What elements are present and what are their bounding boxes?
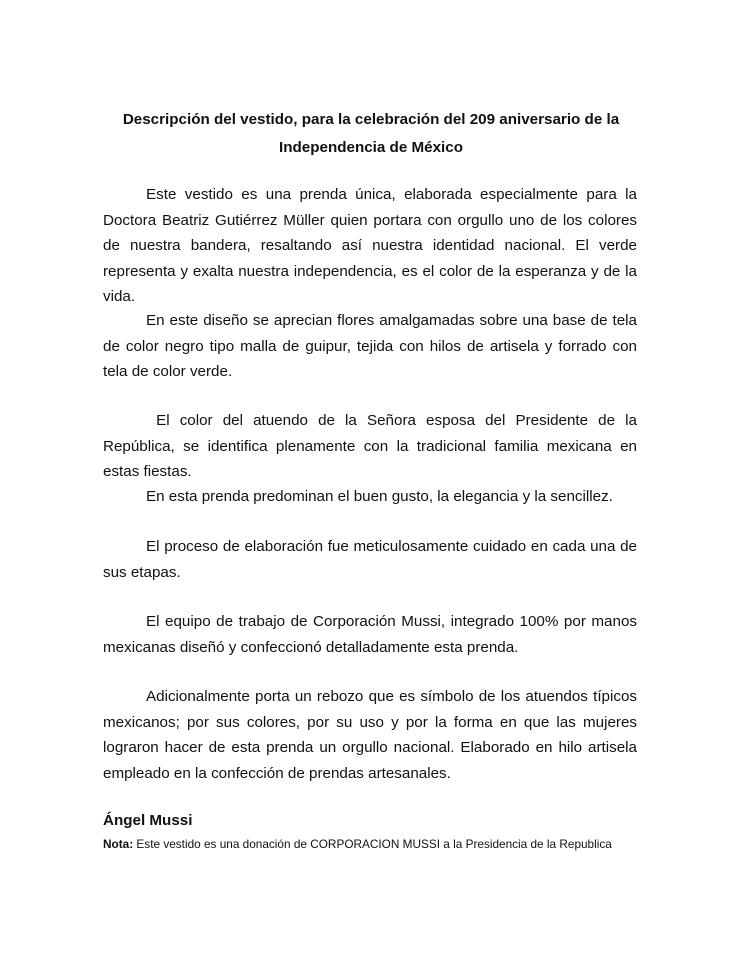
note-label: Nota: (103, 837, 134, 851)
paragraph-style (103, 484, 637, 510)
paragraph-text: Este vestido es una prenda única, elaborada especialmente para la Doctora Beatriz Gutiérrez Müller quien portara con orgullo uno de los colores de nuestra bandera, resaltando así nuestra identidad nacional. El verde representa y exalta nuestra independencia, es el color de la esperanza y de la vida. (103, 186, 637, 305)
paragraph-text: Adicionalmente porta un rebozo que es símbolo de los atuendos típicos mexicanos; por sus colores, por su uso y por la forma en que las mujeres lograron hacer de esta prenda un orgullo nacional. Elaborado en hilo artisela empleado en la confección de prendas artesanales. (103, 688, 637, 782)
paragraph-text: El color del atuendo de la Señora esposa del Presidente de la República, se identifica plenamente con la tradicional familia mexicana en estas fiestas. (103, 412, 637, 480)
paragraph-text: El equipo de trabajo de Corporación Mussi, integrado 100% por manos mexicanas diseñó y confeccionó detalladamente esta prenda. (103, 613, 637, 656)
paragraph-team (103, 609, 637, 660)
paragraph-text: En este diseño se aprecian flores amalgamadas sobre una base de tela de color negro tipo malla de guipur, tejida con hilos de artisela y forrado con tela de color verde. (103, 312, 637, 380)
paragraph-intro (103, 182, 637, 310)
document-title (60, 106, 682, 162)
title-line-1: Descripción del vestido, para la celebración del 209 aniversario de la (122, 111, 620, 128)
paragraph-text: En esta prenda predominan el buen gusto, la elegancia y la sencillez. (146, 488, 613, 505)
paragraph-process (103, 534, 637, 585)
note-text: Este vestido es una donación de CORPORACION MUSSI a la Presidencia de la Republica (133, 837, 612, 851)
title-line-2: Independencia de México (279, 139, 463, 156)
paragraph-color (103, 408, 637, 485)
signature: Ángel Mussi (103, 812, 193, 829)
paragraph-text: El proceso de elaboración fue meticulosamente cuidado en cada una de sus etapas. (103, 538, 637, 581)
note (103, 837, 623, 851)
paragraph-rebozo (103, 684, 637, 786)
paragraph-design (103, 308, 637, 385)
